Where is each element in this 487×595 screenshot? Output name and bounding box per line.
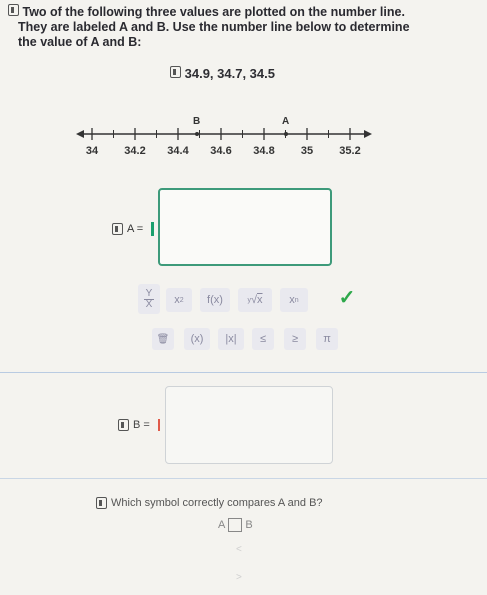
tick-label: 35 xyxy=(300,145,314,157)
trash-icon: 🗑 xyxy=(156,333,170,345)
point-b-label: B xyxy=(193,116,201,127)
input-cursor xyxy=(158,419,160,431)
less-equal-label: ≤ xyxy=(259,333,267,345)
tick-label: 34.2 xyxy=(124,145,146,157)
tick-label: 34 xyxy=(85,145,99,157)
power-exponent: 2 xyxy=(179,296,184,304)
compare-question-text: Which symbol correctly compares A and B? xyxy=(111,497,323,509)
less-equal-button[interactable] xyxy=(252,328,274,350)
power-base: x xyxy=(174,294,180,306)
point-a-label: A xyxy=(282,116,290,127)
fraction-bottom: X xyxy=(145,298,153,310)
parentheses-label: (x) xyxy=(190,333,204,345)
parentheses-button[interactable] xyxy=(184,328,210,350)
delete-button[interactable] xyxy=(152,328,174,350)
check-button[interactable] xyxy=(332,282,362,312)
pi-button[interactable] xyxy=(316,328,338,350)
answer-b-label xyxy=(118,419,160,431)
absolute-value-button[interactable] xyxy=(218,328,244,350)
compare-right: B xyxy=(245,519,253,531)
tick-label: 35.2 xyxy=(339,145,361,157)
answer-a-input[interactable] xyxy=(158,188,332,266)
fraction-button[interactable] xyxy=(138,284,160,314)
root-button[interactable] xyxy=(238,288,272,312)
section-divider xyxy=(0,478,487,479)
values-list xyxy=(170,66,275,81)
speaker-icon[interactable] xyxy=(170,66,181,78)
speaker-icon[interactable] xyxy=(112,223,123,235)
compare-question xyxy=(96,497,323,509)
answer-a-label xyxy=(112,222,154,236)
section-divider xyxy=(0,372,487,373)
speaker-icon[interactable] xyxy=(96,497,107,509)
point-b-marker xyxy=(195,132,199,136)
values-text: 34.9, 34.7, 34.5 xyxy=(184,66,275,81)
question-text xyxy=(8,4,468,50)
function-button[interactable] xyxy=(200,288,230,312)
number-line xyxy=(76,112,376,162)
right-arrow-icon xyxy=(364,130,372,138)
compare-blank-box[interactable] xyxy=(228,518,242,532)
question-line-3: the value of A and B: xyxy=(18,35,142,49)
speaker-icon[interactable] xyxy=(118,419,129,431)
tick-label: 34.8 xyxy=(253,145,275,157)
function-label: f(x) xyxy=(207,294,223,306)
check-icon: ✓ xyxy=(338,286,356,309)
question-line-2: They are labeled A and B. Use the number line below to determine xyxy=(18,20,410,34)
left-arrow-icon xyxy=(76,130,84,138)
root-radicand: x xyxy=(257,294,263,306)
compare-left: A xyxy=(218,519,226,531)
math-toolbar xyxy=(138,282,368,362)
root-index: y xyxy=(247,296,251,304)
absolute-value-label: |x| xyxy=(225,333,237,345)
subscript-index: n xyxy=(294,296,299,304)
pi-label: π xyxy=(323,333,331,345)
option-greater-than[interactable]: > xyxy=(236,572,242,583)
root-icon: √ xyxy=(250,294,258,306)
speaker-icon[interactable] xyxy=(8,4,19,16)
power-button[interactable] xyxy=(166,288,192,312)
question-line-1: Two of the following three values are plotted on the number line. xyxy=(22,5,405,19)
answer-b-text: B = xyxy=(133,419,150,431)
input-cursor xyxy=(151,222,154,236)
answer-a-text: A = xyxy=(127,223,144,235)
compare-expression xyxy=(218,518,253,532)
fraction-top: Y xyxy=(145,287,153,299)
point-a-marker xyxy=(284,132,288,136)
greater-equal-label: ≥ xyxy=(291,333,299,345)
option-less-than[interactable]: < xyxy=(236,544,242,555)
greater-equal-button[interactable] xyxy=(284,328,306,350)
subscript-base: x xyxy=(289,294,295,306)
answer-b-input[interactable] xyxy=(165,386,333,464)
subscript-button[interactable] xyxy=(280,288,308,312)
tick-label: 34.6 xyxy=(210,145,232,157)
tick-label: 34.4 xyxy=(167,145,189,157)
